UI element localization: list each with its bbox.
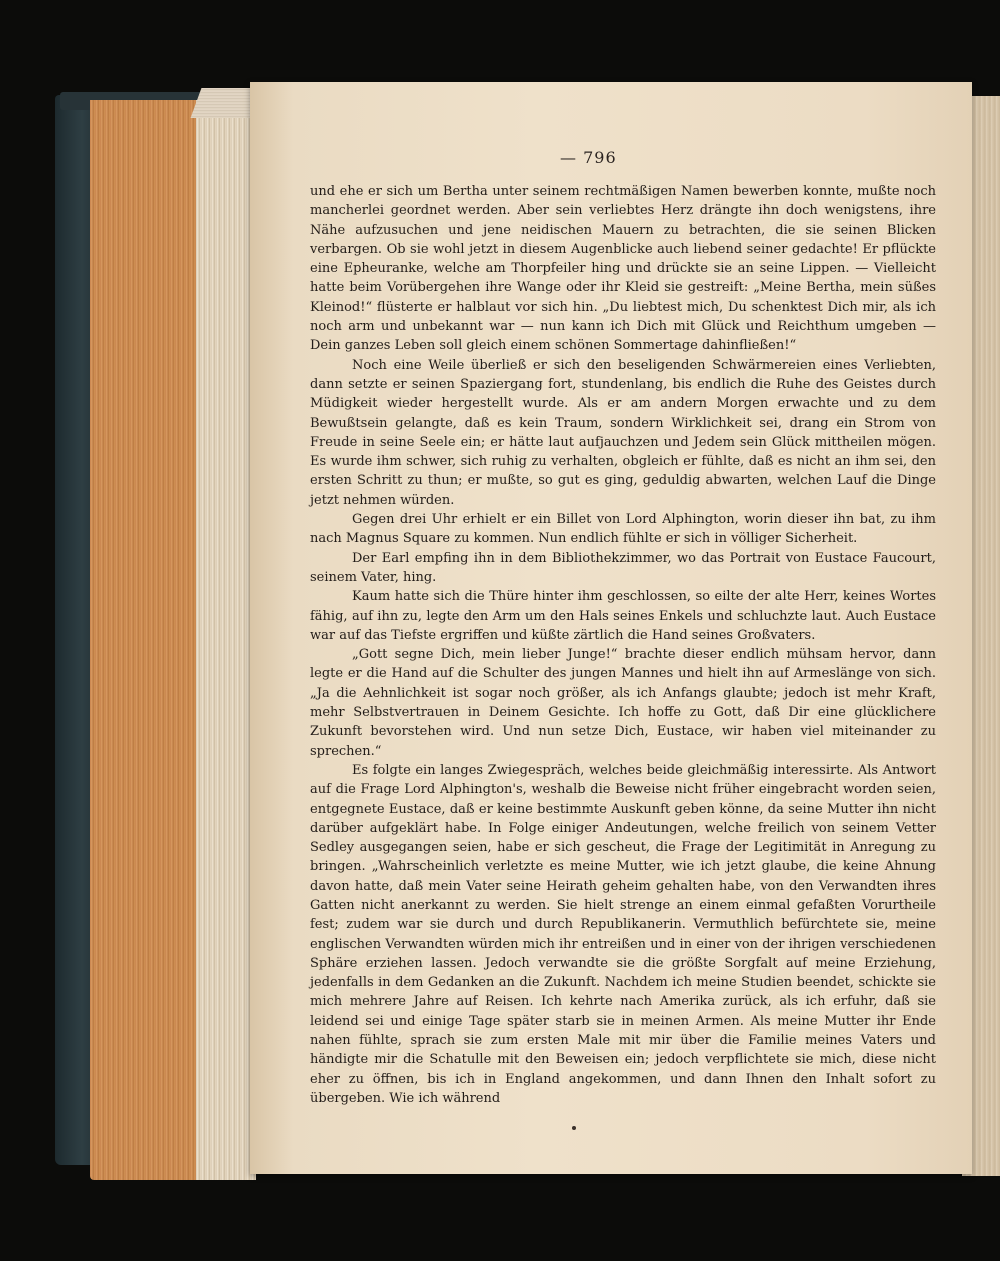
page-text [310, 182, 936, 1108]
paragraph-6: „Gott segne Dich, mein lieber Junge!“ brachte dieser endlich mühsam hervor, dann legte er die Hand auf die Schulter des jungen Mannes und hielt ihn auf Armeslänge von sich. „Ja die Aehnlichkeit ist sogar noch größer, als ich Anfangs glaubte; jedoch ist mehr Kraft, mehr Selbstvertrauen in Deinem Gesichte. Ich hoffe zu Gott, daß Dir eine glücklichere Zukunft bevorstehen wird. Und nun setze Dich, Eustace, wir haben viel miteinander zu sprechen.“ [310, 647, 936, 759]
paragraph-2: Noch eine Weile überließ er sich den beseligenden Schwärmereien eines Verliebten, dann setzte er seinen Spaziergang fort, stundenlang, bis endlich die Ruhe des Geistes durch Müdigkeit wieder hergestellt wurde. Als er am andern Morgen erwachte und zu dem Bewußtsein gelangte, daß es kein Traum, sondern Wirklichkeit sei, drang ein Strom von Freude in seine Seele ein; er hätte laut aufjauchzen und Jedem sein Glück mittheilen mögen. Es wurde ihm schwer, sich ruhig zu verhalten, obgleich er fühlte, daß es nicht an ihm sei, den ersten Schritt zu thun; er mußte, so gut es ging, geduldig abwarten, welchen Lauf die Dinge jetzt nehmen würden. [310, 357, 936, 508]
page-stack [196, 100, 256, 1180]
paragraph-7: Es folgte ein langes Zwiegespräch, welches beide gleichmäßig interessirte. Als Antwort auf die Frage Lord Alphington's, weshalb die Beweise nicht früher eingebracht worden seien, entgegnete Eustace, daß er keine bestimmte Auskunft geben könne, da seine Mutter ihn nicht darüber aufgeklärt habe. In Folge einiger Andeutungen, welche freilich von seinem Vetter Sedley ausgegangen seien, habe er sich gescheut, die Frage der Legitimität in Anregung zu bringen. „Wahrscheinlich verletzte es meine Mutter, wie ich jetzt glaube, die keine Ahnung davon hatte, daß mein Vater seine Heirath geheim gehalten habe, von den Verwandten ihres Gatten nicht anerkannt zu werden. Sie hielt strenge an einem einmal gefaßten Vorurtheile fest; zudem war sie durch und durch Republikanerin. Vermuthlich befürchtete sie, meine englischen Verwandten würden mich ihr entreißen und in einer von der ihrigen verschiedenen Sphäre erziehen lassen. Jedoch verwandte sie die größte Sorgfalt auf meine Erziehung, jedenfalls in dem Gedanken an die Zukunft. Nachdem ich meine Studien beendet, schickte sie mich mehrere Jahre auf Reisen. Ich kehrte nach Amerika zurück, als ich erfuhr, daß sie leidend sei und einige Tage später starb sie in meinen Armen. Als meine Mutter ihr Ende nahen fühlte, sprach sie zum ersten Male mit mir über die Familie meines Vaters und händigte mir die Schatulle mit den Beweisen ein; jedoch verpflichtete sie mich, diese nicht eher zu öffnen, bis ich in England angekommen, und dann Ihnen den Inhalt sofort zu übergeben. Wie ich während [310, 762, 936, 1106]
printer-mark [572, 1126, 576, 1130]
paragraph-1: und ehe er sich um Bertha unter seinem rechtmäßigen Namen bewerben konnte, mußte noch mancherlei geordnet werden. Aber sein verliebtes Herz drängte ihn doch wenigstens, ihre Nähe aufzusuchen und jene neidischen Mauern zu betrachten, die sie seinen Blicken verbargen. Ob sie wohl jetzt in diesem Augenblicke auch liebend seiner gedachte! Er pflückte eine Epheuranke, welche am Thorpfeiler hing und drückte sie an seine Lippen. — Vielleicht hatte beim Vorübergehen ihre Wange oder ihr Kleid sie gestreift: „Meine Bertha, mein süßes Kleinod!“ flüsterte er halblaut vor sich hin. „Du liebtest mich, Du schenktest Dich mir, als ich noch arm und unbekannt war — nun kann ich Dich mit Glück und Reichthum umgeben — Dein ganzes Leben soll gleich einem schönen Sommertage dahinfließen!“ [310, 184, 936, 354]
paragraph-3: Gegen drei Uhr erhielt er ein Billet von Lord Alphington, worin dieser ihn bat, zu ihm nach Magnus Square zu kommen. Nun endlich fühlte er sich in völliger Sicherheit. [310, 512, 936, 547]
page-number: — 796 [560, 148, 617, 167]
paragraph-5: Kaum hatte sich die Thüre hinter ihm geschlossen, so eilte der alte Herr, keines Wortes fähig, auf ihn zu, legte den Arm um den Hals seines Enkels und schluchzte laut. Auch Eustace war auf das Tiefste ergriffen und küßte zärtlich die Hand seines Großvaters. [310, 589, 936, 643]
paragraph-4: Der Earl empfing ihn in dem Bibliothekzimmer, wo das Portrait von Eustace Faucourt, seinem Vater, hing. [310, 550, 936, 585]
